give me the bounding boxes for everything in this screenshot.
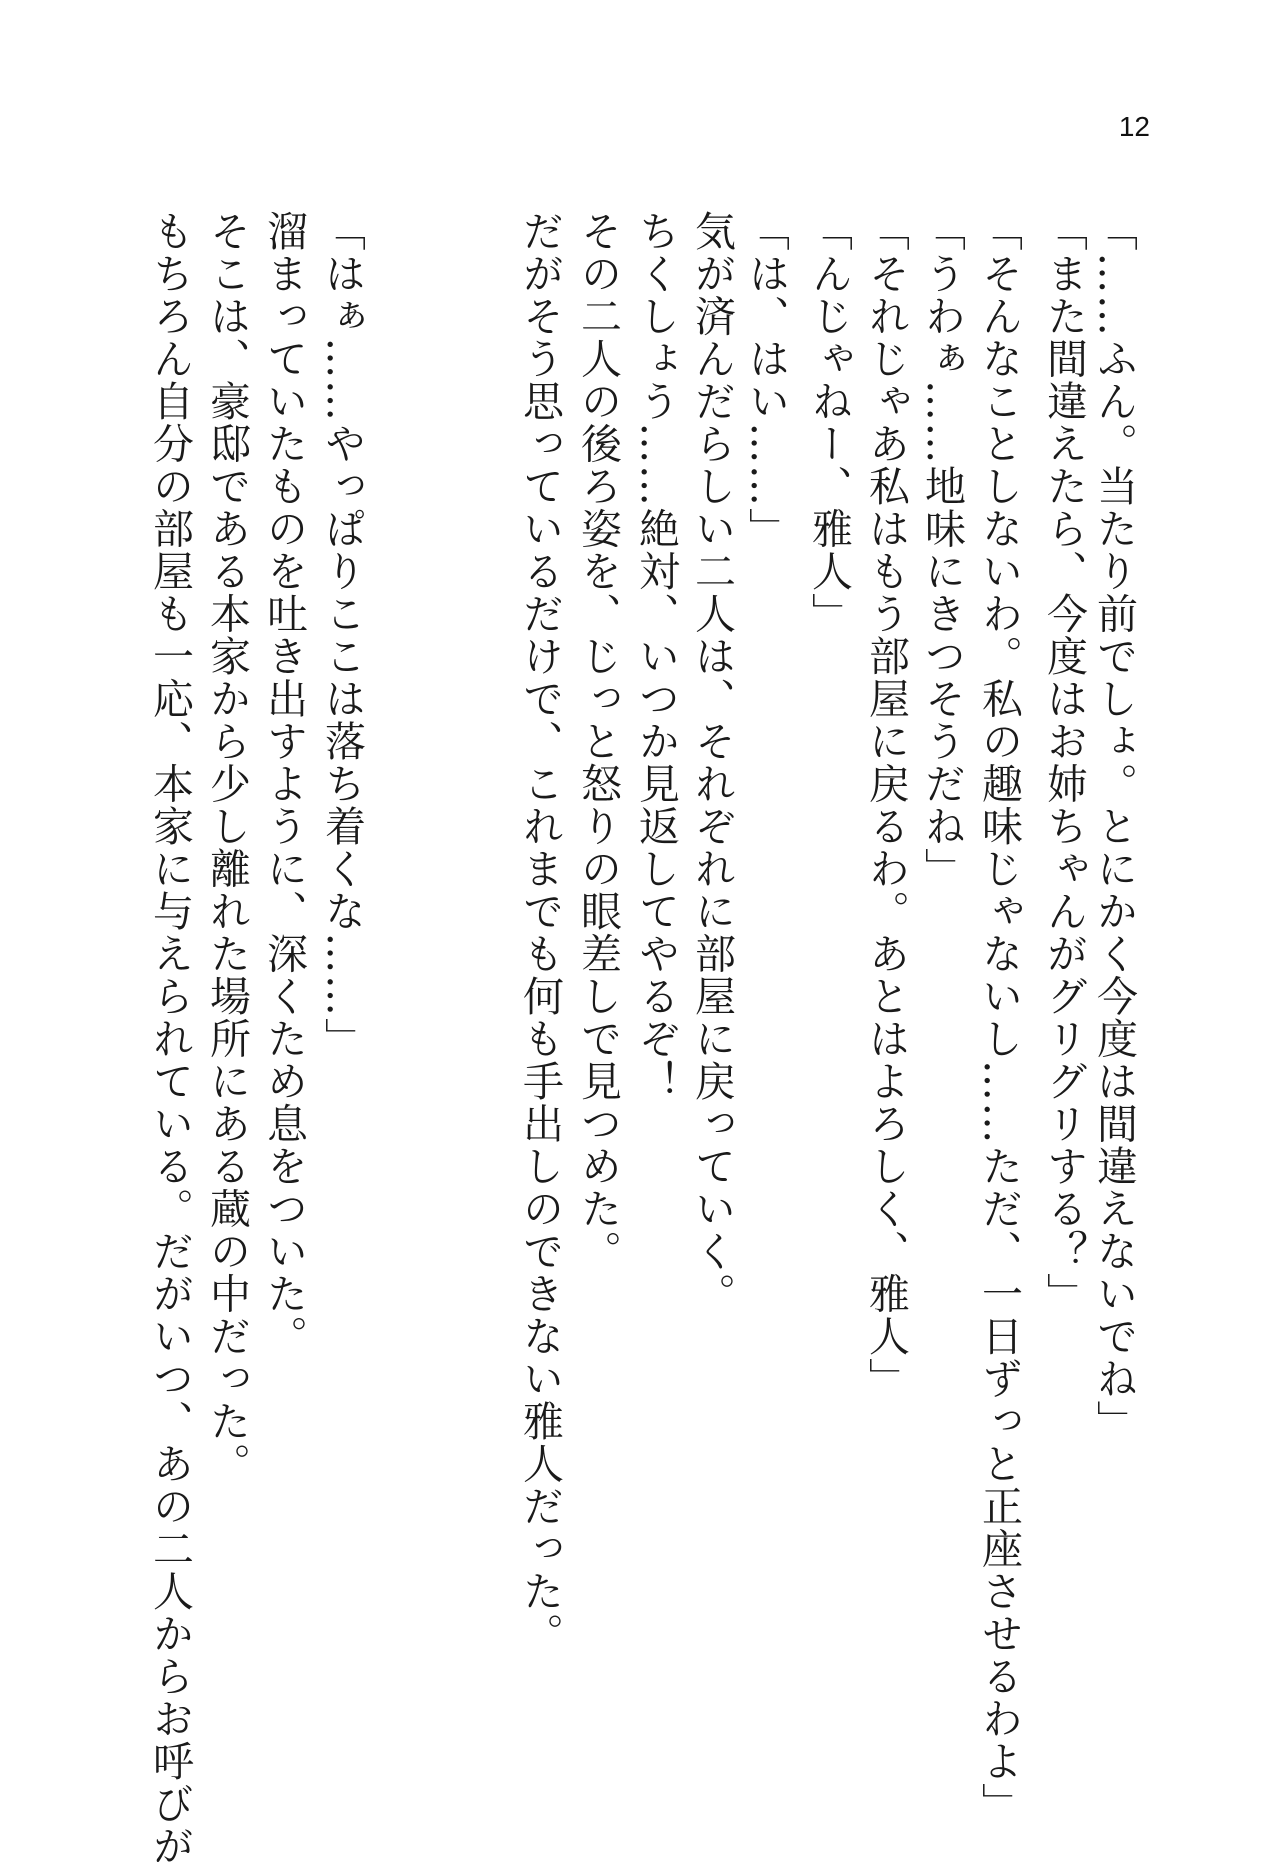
text-line-12: 「はぁ……やっぱりここは落ち着くな……」 [318, 210, 366, 1060]
text-line-6: 「んじゃねー、雅人」 [805, 210, 853, 635]
text-line-15: もちろん自分の部屋も一応、本家に与えられている。だがいつ、あの二人からお呼びが [146, 210, 194, 1868]
text-line-4: 「うわぁ……地味にきつそうだね」 [918, 210, 966, 890]
text-line-13: 溜まっていたものを吐き出すように、深くため息をついた。 [260, 210, 308, 1358]
text-line-7: 「は、はい……」 [742, 210, 790, 550]
text-line-14: そこは、豪邸である本家から少し離れた場所にある蔵の中だった。 [203, 210, 251, 1485]
text-line-3: 「そんなことしないわ。私の趣味じゃないし……ただ、一日ずっと正座させるわよ」 [975, 210, 1023, 1825]
text-line-9: ちくしょう……絶対、いつか見返してやるぞ！ [632, 210, 680, 1103]
text-line-10: その二人の後ろ姿を、じっと怒りの眼差しで見つめた。 [574, 210, 622, 1273]
text-line-2: 「また間違えたら、今度はお姉ちゃんがグリグリする？」 [1040, 210, 1088, 1315]
page-number: 12 [1118, 111, 1150, 142]
text-line-5: 「それじゃあ私はもう部屋に戻るわ。あとはよろしく、雅人」 [862, 210, 910, 1400]
text-line-11: だがそう思っているだけで、これまでも何も手出しのできない雅人だった。 [516, 210, 564, 1655]
text-line-1: 「……ふん。当たり前でしょ。とにかく今度は間違えないでね」 [1090, 210, 1138, 1443]
text-line-8: 気が済んだらしい二人は、それぞれに部屋に戻っていく。 [688, 210, 736, 1315]
